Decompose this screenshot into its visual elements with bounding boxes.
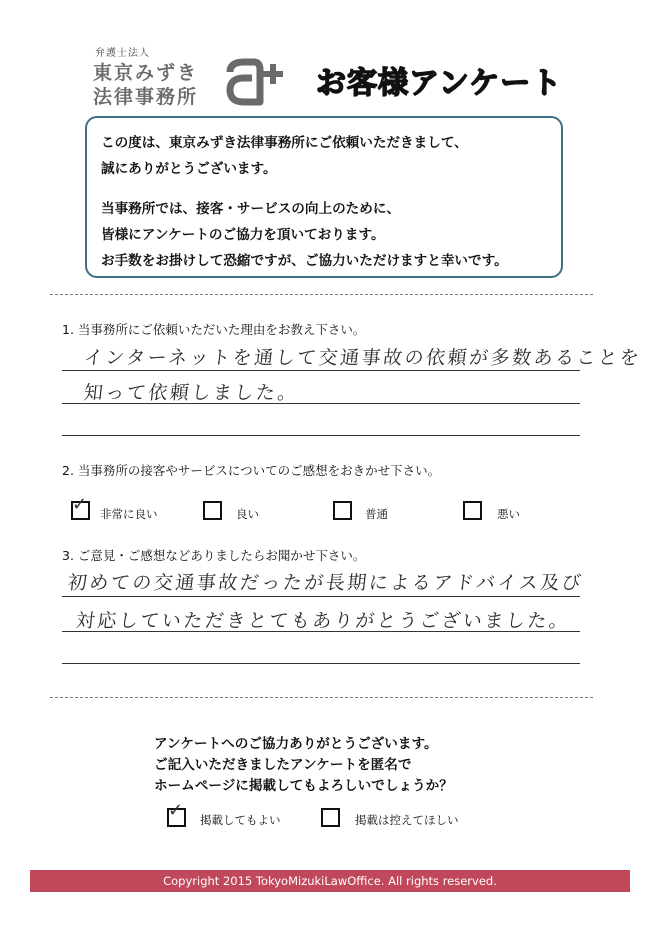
closing-line-2: ご記入いただきましたアンケートを匿名で [154, 757, 412, 773]
intro-line-3: 当事務所では、接客・サービスの向上のために、 [101, 201, 401, 217]
intro-line-2: 誠にありがとうございます。 [101, 161, 277, 177]
logo-line-1: 東京みずき [93, 62, 199, 84]
divider [50, 294, 593, 295]
checkbox-good[interactable] [203, 501, 222, 520]
question-1-label: 1. 当事務所にご依頼いただいた理由をお教え下さい。 [62, 322, 366, 337]
option-very-good-label: 非常に良い [100, 507, 158, 521]
answer-rule [62, 403, 580, 404]
question-1-answer-line-1: インターネットを通して交通事故の依頼が多数あることを [82, 347, 643, 369]
answer-rule [62, 435, 580, 436]
question-2-label: 2. 当事務所の接客やサービスについてのご感想をおきかせ下さい。 [62, 463, 441, 478]
answer-rule [62, 596, 580, 597]
question-3-answer-line-1: 初めての交通事故だったが長期によるアドバイス及び [66, 572, 585, 594]
answer-rule [62, 631, 580, 632]
closing-line-1: アンケートへのご協力ありがとうございます。 [154, 736, 438, 752]
option-average-label: 普通 [365, 507, 388, 521]
option-allow-publish-label: 掲載してもよい [200, 813, 281, 827]
checkbox-decline-publish[interactable] [321, 808, 340, 827]
question-3-answer-line-2: 対応していただきとてもありがとうございました。 [74, 610, 572, 632]
answer-rule [62, 663, 580, 664]
divider [50, 697, 593, 698]
checkbox-bad[interactable] [463, 501, 482, 520]
logo-line-2: 法律事務所 [93, 86, 199, 108]
closing-line-3: ホームページに掲載してもよろしいでしょうか？ [154, 778, 453, 794]
intro-line-4: 皆様にアンケートのご協力を頂いております。 [101, 227, 385, 243]
intro-box [85, 116, 563, 278]
footer-copyright: Copyright 2015 TokyoMizukiLawOffice. All rights reserved. [30, 870, 630, 892]
answer-rule [62, 370, 580, 371]
option-good-label: 良い [236, 507, 259, 521]
logo-caption: 弁護士法人 [95, 48, 150, 59]
check-mark-icon: ✓ [168, 800, 184, 821]
intro-line-5: お手数をお掛けして恐縮ですが、ご協力いただけますと幸いです。 [101, 253, 508, 269]
question-3-label: 3. ご意見・ご感想などありましたらお聞かせ下さい。 [62, 548, 366, 563]
question-1-answer-line-2: 知って依頼しました。 [82, 382, 301, 404]
intro-line-1: この度は、東京みずき法律事務所にご依頼いただきまして、 [101, 135, 468, 151]
option-bad-label: 悪い [497, 507, 520, 521]
logo-a-plus-icon [222, 40, 292, 110]
page-title: お客様アンケート [316, 66, 563, 101]
checkbox-average[interactable] [333, 501, 352, 520]
option-decline-publish-label: 掲載は控えてほしい [355, 813, 459, 827]
check-mark-icon: ✓ [72, 494, 88, 515]
